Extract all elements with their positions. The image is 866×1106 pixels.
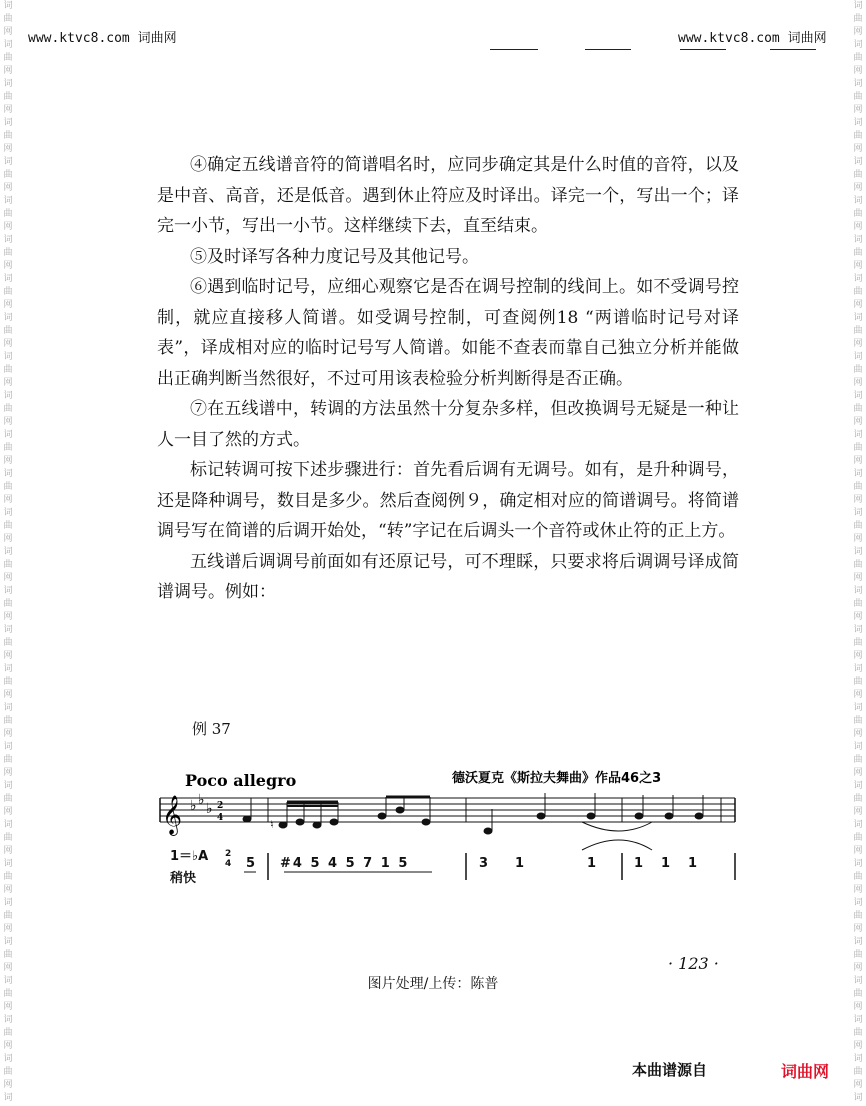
watermark-char: 词 — [3, 274, 13, 284]
watermark-char: 网 — [3, 768, 13, 778]
watermark-char: 词 — [853, 352, 863, 362]
watermark-char: 曲 — [3, 950, 13, 960]
watermark-char: 网 — [853, 495, 863, 505]
watermark-char: 词 — [853, 508, 863, 518]
watermark-char: 网 — [853, 456, 863, 466]
flat-key-signature: ♭ — [198, 792, 205, 808]
watermark-char: 曲 — [853, 989, 863, 999]
watermark-char: 词 — [3, 547, 13, 557]
watermark-char: 网 — [853, 963, 863, 973]
watermark-char: 词 — [853, 703, 863, 713]
header-right-site[interactable]: www.ktvc8.com 词曲网 — [678, 31, 827, 46]
watermark-char: 网 — [853, 573, 863, 583]
watermark-char: 词 — [3, 196, 13, 206]
watermark-char: 网 — [853, 534, 863, 544]
watermark-char: 网 — [3, 300, 13, 310]
staff-time-signature: 2 — [217, 801, 224, 811]
watermark-char: 词 — [853, 391, 863, 401]
watermark-char: 曲 — [3, 287, 13, 297]
watermark-char: 曲 — [853, 521, 863, 531]
tempo-marking: Poco allegro — [185, 771, 297, 790]
watermark-char: 网 — [3, 1080, 13, 1090]
watermark-char: 曲 — [3, 170, 13, 180]
watermark-char: 词 — [853, 40, 863, 50]
watermark-char: 网 — [3, 651, 13, 661]
watermark-char: 词 — [3, 820, 13, 830]
watermark-char: 网 — [3, 534, 13, 544]
watermark-char: 网 — [3, 183, 13, 193]
watermark-char: 曲 — [3, 794, 13, 804]
watermark-char: 词 — [853, 859, 863, 869]
watermark-char: 词 — [853, 625, 863, 635]
watermark-char: 曲 — [3, 365, 13, 375]
watermark-char: 网 — [853, 105, 863, 115]
watermark-char: 词 — [853, 79, 863, 89]
watermark-char: 词 — [853, 118, 863, 128]
watermark-char: 曲 — [3, 248, 13, 258]
footer-brand-link[interactable]: 词曲网 — [781, 1062, 830, 1081]
jianpu-note: 1 — [587, 856, 597, 871]
watermark-char: 曲 — [853, 599, 863, 609]
watermark-char: 网 — [853, 1002, 863, 1012]
watermark-char: 词 — [3, 352, 13, 362]
watermark-char: 词 — [3, 430, 13, 440]
watermark-char: 词 — [853, 430, 863, 440]
watermark-char: 曲 — [3, 677, 13, 687]
paragraph: ⑥遇到临时记号，应细心观察它是否在调号控制的线间上。如不受调号控制，就应直接移人简谱。如受调号控制，可查阅例18 “两谱临时记号对译表”，译成相对应的临时记号写人简谱。如能不查表而靠自己独立分析并能做出正确判断当然很好，不过可用该表检验分析判断得是否正确。 — [157, 277, 739, 389]
numbered-notation — [169, 849, 735, 886]
watermark-char: 网 — [853, 846, 863, 856]
watermark-char: 曲 — [853, 950, 863, 960]
notes — [243, 793, 703, 850]
watermark-char: 网 — [853, 144, 863, 154]
watermark-char: 曲 — [3, 404, 13, 414]
watermark-char: 网 — [3, 456, 13, 466]
watermark-char: 网 — [3, 417, 13, 427]
watermark-char: 网 — [3, 495, 13, 505]
watermark-char: 曲 — [853, 365, 863, 375]
watermark-char: 曲 — [3, 92, 13, 102]
watermark-char: 曲 — [853, 716, 863, 726]
watermark-char: 网 — [3, 27, 13, 37]
watermark-char: 网 — [3, 339, 13, 349]
example-label: 例 37 — [192, 720, 231, 738]
watermark-char: 曲 — [853, 131, 863, 141]
jianpu-measure: #4 5 4 5 7 1 5 — [280, 856, 410, 871]
watermark-char: 曲 — [853, 1028, 863, 1038]
watermark-char: 网 — [3, 144, 13, 154]
jianpu-note: 1 — [515, 856, 525, 871]
watermark-char: 网 — [853, 729, 863, 739]
watermark-char: 网 — [853, 1080, 863, 1090]
watermark-char: 网 — [3, 690, 13, 700]
watermark-char: 词 — [3, 859, 13, 869]
watermark-char: 曲 — [3, 521, 13, 531]
watermark-char: 词 — [853, 820, 863, 830]
watermark-char: 网 — [3, 573, 13, 583]
paragraph: 标记转调可按下述步骤进行：首先看后调有无调号。如有，是升种调号，还是降种调号，数目是多少。然后查阅例９，确定相对应的简谱调号。将简谱调号写在简谱的后调开始处，“转”字记在后调头一个音符或休止符的正上方。 — [157, 460, 739, 541]
jianpu-note: 3 — [479, 856, 489, 871]
watermark-char: 网 — [853, 651, 863, 661]
watermark-char: 词 — [3, 742, 13, 752]
watermark-char: 网 — [3, 1041, 13, 1051]
watermark-char: 网 — [3, 963, 13, 973]
staff — [160, 798, 735, 822]
flat-key-signature: ♭ — [190, 798, 197, 814]
watermark-char: 词 — [853, 1015, 863, 1025]
watermark-char: 曲 — [853, 248, 863, 258]
numbered-time-signature: 4 — [225, 859, 232, 869]
staff-time-signature: 4 — [217, 813, 224, 823]
watermark-char: 词 — [853, 235, 863, 245]
watermark-char: 曲 — [3, 482, 13, 492]
watermark-char: 网 — [3, 807, 13, 817]
watermark-char: 词 — [3, 40, 13, 50]
watermark-char: 词 — [853, 937, 863, 947]
watermark-char: 词 — [853, 469, 863, 479]
watermark-char: 词 — [3, 1, 13, 11]
watermark-char: 网 — [853, 183, 863, 193]
watermark-char: 词 — [3, 898, 13, 908]
header-left-site[interactable]: www.ktvc8.com 词曲网 — [28, 31, 177, 46]
footer-source-label: 本曲谱源自 — [632, 1061, 708, 1079]
watermark-char: 曲 — [853, 170, 863, 180]
watermark-char: 词 — [3, 469, 13, 479]
watermark-char: 词 — [3, 118, 13, 128]
jianpu-note: 1 — [634, 856, 644, 871]
tempo-chinese: 稍快 — [170, 871, 197, 886]
watermark-char: 词 — [3, 976, 13, 986]
paragraph: ⑦在五线谱中，转调的方法虽然十分复杂多样，但改换调号无疑是一种让人一目了然的方式。 — [157, 399, 739, 450]
watermark-char: 曲 — [853, 638, 863, 648]
watermark-char: 曲 — [3, 599, 13, 609]
watermark-char: 曲 — [3, 872, 13, 882]
watermark-char: 曲 — [853, 872, 863, 882]
watermark-char: 网 — [853, 885, 863, 895]
watermark-char: 曲 — [3, 560, 13, 570]
watermark-char: 曲 — [3, 989, 13, 999]
watermark-char: 词 — [853, 586, 863, 596]
watermark-char: 曲 — [3, 1067, 13, 1077]
watermark-char: 网 — [853, 807, 863, 817]
header-rule — [680, 49, 726, 50]
watermark-char: 曲 — [3, 209, 13, 219]
watermark-char: 网 — [853, 768, 863, 778]
watermark-char: 曲 — [3, 14, 13, 24]
watermark-char: 曲 — [3, 443, 13, 453]
watermark-char: 词 — [3, 586, 13, 596]
watermark-char: 曲 — [853, 53, 863, 63]
watermark-char: 曲 — [853, 1067, 863, 1077]
watermark-char: 曲 — [853, 404, 863, 414]
watermark-char: 词 — [853, 1, 863, 11]
watermark-char: 词 — [3, 1015, 13, 1025]
body-text — [157, 150, 739, 608]
watermark-char: 曲 — [3, 326, 13, 336]
watermark-char: 网 — [853, 261, 863, 271]
jianpu-note: 1 — [661, 856, 671, 871]
watermark-char: 词 — [3, 391, 13, 401]
natural-sign-icon: ♮ — [270, 818, 274, 831]
watermark-char: 曲 — [853, 209, 863, 219]
paragraph: ⑤及时译写各种力度记号及其他记号。 — [190, 246, 479, 267]
watermark-char: 网 — [3, 378, 13, 388]
watermark-char: 网 — [853, 924, 863, 934]
watermark-char: 曲 — [853, 833, 863, 843]
watermark-char: 词 — [853, 742, 863, 752]
watermark-char: 网 — [853, 222, 863, 232]
watermark-char: 网 — [853, 417, 863, 427]
watermark-char: 曲 — [853, 560, 863, 570]
watermark-char: 曲 — [853, 794, 863, 804]
page-number: · 123 · — [668, 954, 719, 973]
watermark-char: 曲 — [3, 638, 13, 648]
watermark-char: 词 — [853, 1054, 863, 1064]
watermark-char: 曲 — [3, 911, 13, 921]
watermark-char: 词 — [3, 157, 13, 167]
watermark-char: 网 — [853, 1041, 863, 1051]
watermark-char: 曲 — [3, 131, 13, 141]
watermark-char: 曲 — [853, 482, 863, 492]
watermark-char: 曲 — [853, 443, 863, 453]
watermark-char: 网 — [3, 105, 13, 115]
watermark-char: 词 — [853, 274, 863, 284]
watermark-char: 词 — [853, 898, 863, 908]
watermark-char: 网 — [853, 339, 863, 349]
upload-credit: 图片处理/上传：陈普 — [367, 976, 499, 992]
watermark-char: 网 — [3, 885, 13, 895]
watermark-char: 曲 — [853, 92, 863, 102]
watermark-char: 词 — [853, 313, 863, 323]
watermark-char: 词 — [853, 157, 863, 167]
right-watermark-strip — [852, 0, 864, 1106]
watermark-char: 曲 — [3, 1028, 13, 1038]
paragraph: ④确定五线谱音符的简谱唱名时，应同步确定其是什么时值的音符，以及是中音、高音，还是低音。遇到休止符应及时译出。译完一个，写出一个；译完一小节，写出一小节。这样继续下去，直至结束。 — [157, 155, 739, 236]
watermark-char: 网 — [3, 1002, 13, 1012]
watermark-char: 词 — [853, 1093, 863, 1103]
header-rule — [490, 49, 538, 50]
left-watermark-strip — [2, 0, 14, 1106]
watermark-char: 词 — [3, 1093, 13, 1103]
watermark-char: 词 — [3, 625, 13, 635]
watermark-char: 词 — [853, 547, 863, 557]
watermark-char: 词 — [3, 781, 13, 791]
watermark-char: 网 — [3, 612, 13, 622]
watermark-char: 网 — [3, 261, 13, 271]
watermark-char: 网 — [853, 378, 863, 388]
watermark-char: 词 — [3, 1054, 13, 1064]
watermark-char: 网 — [853, 690, 863, 700]
watermark-char: 词 — [853, 781, 863, 791]
watermark-char: 词 — [3, 79, 13, 89]
treble-clef-icon: 𝄞 — [162, 795, 183, 835]
watermark-char: 曲 — [853, 677, 863, 687]
watermark-char: 网 — [3, 66, 13, 76]
watermark-char: 网 — [853, 612, 863, 622]
flat-key-signature: ♭ — [206, 801, 213, 817]
watermark-char: 词 — [853, 664, 863, 674]
watermark-char: 词 — [3, 664, 13, 674]
watermark-char: 网 — [853, 66, 863, 76]
watermark-char: 曲 — [3, 755, 13, 765]
header-rule — [585, 49, 631, 50]
watermark-char: 词 — [3, 313, 13, 323]
paragraph: 五线谱后调调号前面如有还原记号，可不理睬，只要求将后调调号译成简谱调号。例如： — [157, 551, 739, 602]
jianpu-pickup: 5 — [246, 856, 256, 871]
watermark-char: 词 — [853, 976, 863, 986]
watermark-char: 曲 — [3, 833, 13, 843]
jianpu-note: 1 — [688, 856, 698, 871]
watermark-char: 网 — [3, 924, 13, 934]
watermark-char: 网 — [853, 27, 863, 37]
numbered-time-signature: 2 — [225, 849, 232, 859]
watermark-char: 网 — [853, 300, 863, 310]
watermark-char: 词 — [853, 196, 863, 206]
watermark-char: 词 — [3, 703, 13, 713]
header-rule — [770, 49, 816, 50]
watermark-char: 曲 — [853, 911, 863, 921]
key-signature-numbered: 1＝♭A — [170, 849, 209, 864]
watermark-char: 曲 — [853, 14, 863, 24]
watermark-char: 词 — [3, 235, 13, 245]
watermark-char: 曲 — [853, 326, 863, 336]
watermark-char: 网 — [3, 846, 13, 856]
watermark-char: 曲 — [853, 755, 863, 765]
watermark-char: 曲 — [3, 53, 13, 63]
watermark-char: 曲 — [3, 716, 13, 726]
composer-source: 德沃夏克《斯拉夫舞曲》作品46之3 — [452, 771, 662, 786]
watermark-char: 网 — [3, 729, 13, 739]
watermark-char: 曲 — [853, 287, 863, 297]
watermark-char: 词 — [3, 937, 13, 947]
watermark-char: 网 — [3, 222, 13, 232]
watermark-char: 词 — [3, 508, 13, 518]
